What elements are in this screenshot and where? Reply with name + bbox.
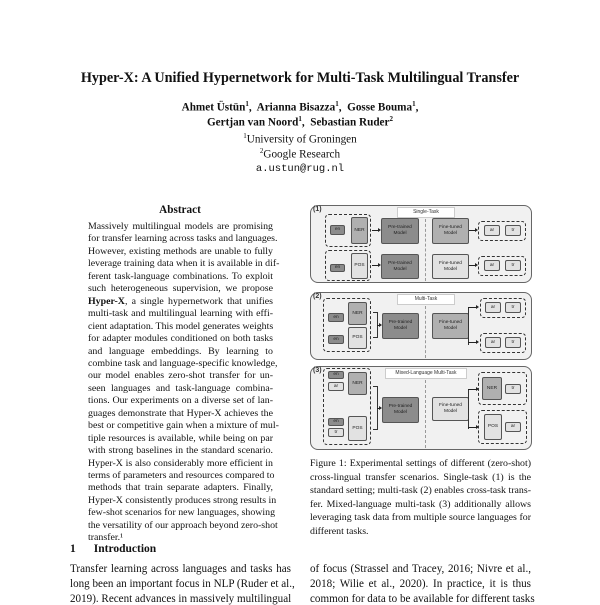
task-box: POS [484,414,502,440]
panel-label: Mixed-Language Multi-Task [385,368,467,379]
abstract-line: Massively multilingual models are promising [88,221,273,232]
author-sup: 2 [389,115,393,123]
arrow-icon [468,427,477,428]
pretrained-model: Pre-trained Model [381,254,419,279]
lang-box: en [330,264,345,272]
abstract-line: few-shot scenarios for new languages, showing [88,507,276,519]
abstract-line: such heterogeneous supervision, we propose [88,283,273,295]
section-number: 1 [70,543,76,555]
pretrained-model: Pre-trained Model [382,313,419,339]
author-sup: 1 [298,115,302,123]
abstract-line: combine task and language-specific knowledge, [88,357,278,369]
abstract-line: for adapter modules conditioned on both tasks [88,333,273,345]
abstract-line: best or competitive gain when a mixture of mul- [88,420,279,432]
lang-box: tr [505,302,521,313]
abstract-line: tiple resources is available, while being on par [88,432,273,444]
section-title: Introduction [93,543,157,555]
abstract-heading: Abstract [159,204,201,216]
abstract-line: leverage training data when it is available in dif- [88,258,280,270]
affiliation [0,132,600,146]
abstract-line: tions. Our experiments on a diverse set of lan- [88,395,273,407]
abstract-line: our model enables zero-shot transfer for un- [88,370,273,382]
arrow-icon [469,230,476,231]
section-heading [70,543,156,555]
lang-box: tr [505,225,521,236]
arrow-icon [468,307,477,308]
pretrained-model: Pre-trained Model [381,218,419,244]
arrow-icon [469,265,476,266]
lang-box: en [328,335,344,344]
caption-line: standard setting; multi-task (2) enables cross-task trans- [310,485,531,497]
lang-box: ar [328,382,344,391]
divider [425,306,426,358]
abstract-line: terms of parameters and resources compared to [88,470,275,481]
panel-number: (1) [313,206,322,213]
lang-box: ar [485,337,501,348]
lang-box: ar [484,260,500,271]
caption-line: leveraging task data from multiple source languages for [310,512,531,524]
lang-box: en [330,225,345,235]
abstract-line: Hyper-X is also considerably more efficient in [88,457,273,469]
body-line: 2018; Wilie et al., 2020). In practice, it is thus [310,578,531,590]
abstract-line: However, existing methods are unable to fully [88,245,273,257]
task-box: NER [351,217,368,244]
affiliation-name: Google Research [263,148,341,161]
intro-line: long been an important focus in NLP (Ruder et al., [70,578,295,590]
abstract-line: guages demonstrate that Hyper-X achieves the [88,407,273,419]
abstract-line: methods that train separate adapters. Finally, [88,482,273,494]
intro-line: Transfer learning across languages and tasks has [70,563,291,575]
author: Gertjan van Noord [206,116,299,129]
author: Sebastian Ruder [310,116,390,129]
task-box: NER [348,372,367,395]
finetuned-model: Fine-tuned Model [432,397,469,421]
abstract-line: seen languages and task-language combina- [88,382,273,394]
arrow-icon [377,408,380,409]
task-box: POS [348,327,367,349]
author: Gosse Bouma [347,101,413,114]
lang-box: tr [505,384,521,394]
abstract-line: and language embeddings. By learning to [88,345,273,357]
lang-box: tr [328,428,344,437]
author: Arianna Bisazza [256,101,336,114]
lang-box: ar [505,422,521,432]
author: Ahmet Üstün [181,101,246,114]
finetuned-model: Fine-tuned Model [432,313,469,339]
aff-sup: 1 [243,132,247,140]
author-sup: 1 [412,100,416,108]
abstract-line: transfer.¹ [88,532,124,544]
arrow-icon [468,342,477,343]
task-box: POS [351,253,368,279]
arrow-icon [372,265,379,266]
finetuned-model: Fine-tuned Model [432,218,469,244]
task-box: NER [482,377,502,400]
abstract-line: Hyper-X consistently produces strong results in [88,494,277,506]
body-line: of focus (Strassel and Tracey, 2016; Nivre et al., [310,563,531,575]
finetuned-model: Fine-tuned Model [432,254,469,279]
lang-box: en [328,371,344,379]
paper-title: Hyper-X: A Unified Hypernetwork for Multi-Task Multilingual Transfer [80,70,520,86]
arrow-icon [468,389,477,390]
branch [468,389,469,429]
intro-line: 2019). Recent advances in massively multilingual [70,593,292,605]
caption-line: fer. Mixed-language multi-task (3) additionally allows [310,498,531,510]
panel-label: Multi-Task [397,294,455,305]
task-box: NER [348,302,367,325]
authors-line-2: Gertjan van Noord$^1$, Sebastian Ruder$^2$ [206,115,393,129]
abstract-line: for transfer learning across tasks and languages. [88,233,278,245]
aff-sup: 2 [259,147,264,155]
abstract-line: cient adaptation. This model generates weights [88,320,274,332]
panel-number: (3) [313,367,322,374]
arrow-icon [377,325,380,326]
authors-line-1: Ahmet Üstün$^1$, Arianna Bisazza$^1$, Gosse Bouma$^1$, [181,100,419,114]
author-sup: 1 [245,100,249,108]
lang-box: ar [484,225,500,236]
pretrained-model: Pre-trained Model [382,397,419,423]
email: a.ustun@rug.nl [255,163,345,175]
branch [468,307,469,345]
caption-line: Figure 1: Experimental settings of different (zero-shot) [310,458,531,469]
caption-line: different tasks. [310,526,369,537]
lang-box: tr [505,260,521,271]
abstract-line: Hyper-X, a single hypernetwork that unifies [88,295,273,307]
caption-line: cross-lingual transfer scenarios. Single-task (1) is the [310,471,531,483]
arrow-icon [372,230,379,231]
divider [425,219,426,281]
panel-label: Single-Task [397,207,455,218]
task-box: POS [348,416,367,441]
abstract-line: with strong baselines in the standard scenario. [88,445,273,457]
divider [425,380,426,448]
affiliation [0,147,600,161]
abstract-line: ferent task-language combinations. To exploit [88,270,273,282]
affiliation-name: University of Groningen [246,133,357,146]
lang-box: en [328,418,344,426]
author-sup: 1 [335,100,339,108]
lang-box: tr [505,337,521,348]
lang-box: en [328,313,344,322]
panel-number: (2) [313,293,322,300]
abstract-line: multi-task and multilingual learning with effi- [88,308,273,320]
lang-box: ar [485,302,501,313]
body-line: common for data to be available for different tasks [310,593,535,605]
abstract-line: the versatility of our approach beyond zero-shot [88,519,278,531]
